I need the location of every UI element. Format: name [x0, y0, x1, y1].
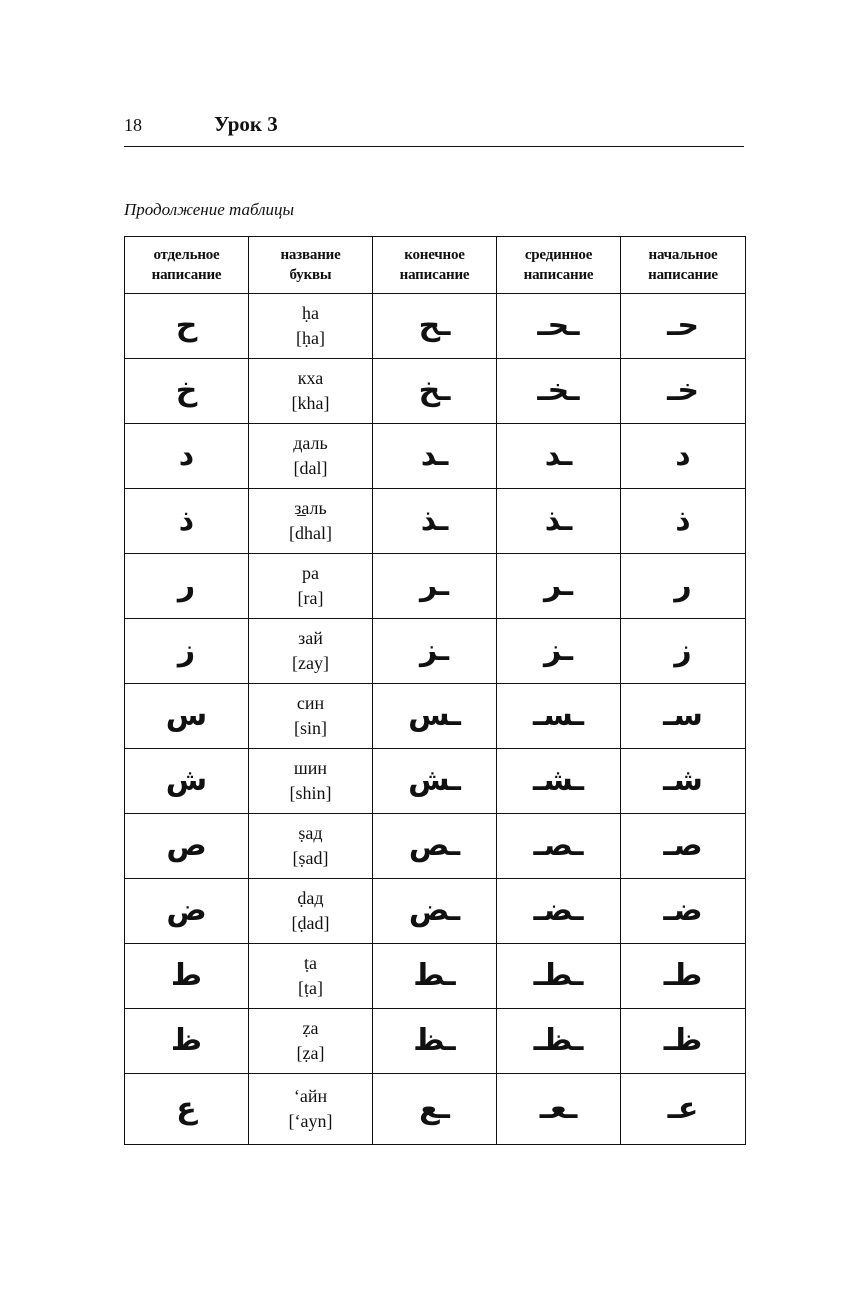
- initial-form: شـ: [621, 749, 746, 814]
- isolated-form: ص: [125, 814, 249, 879]
- medial-form: ـصـ: [497, 814, 621, 879]
- letter-transliteration: [‘ayn]: [288, 1111, 333, 1131]
- medial-form: ـظـ: [497, 1009, 621, 1074]
- letter-transliteration: [ẓa]: [296, 1043, 325, 1063]
- medial-form: ـز: [497, 619, 621, 684]
- table-row: [125, 489, 746, 554]
- medial-form: ـد: [497, 424, 621, 489]
- final-form: ـد: [373, 424, 497, 489]
- table-row: [125, 619, 746, 684]
- letter-name-cell: [249, 1009, 373, 1074]
- initial-form: ز: [621, 619, 746, 684]
- table-row: [125, 944, 746, 1009]
- page-number: 18: [124, 115, 142, 135]
- initial-form: سـ: [621, 684, 746, 749]
- letter-name-cell: [249, 749, 373, 814]
- column-header-line: начальное: [648, 247, 718, 263]
- column-header-line: конечное: [404, 247, 465, 263]
- final-form: ـذ: [373, 489, 497, 554]
- letter-name-cell: [249, 879, 373, 944]
- medial-form: ـضـ: [497, 879, 621, 944]
- letter-transliteration: [kha]: [291, 393, 330, 413]
- letter-name: шин: [293, 758, 328, 778]
- letter-name-cell: [249, 814, 373, 879]
- letter-transliteration: [ḥa]: [296, 328, 325, 348]
- initial-form: طـ: [621, 944, 746, 1009]
- letter-name: з̲аль: [294, 498, 327, 518]
- letter-name-cell: [249, 619, 373, 684]
- final-form: ـع: [373, 1074, 497, 1145]
- isolated-form: د: [125, 424, 249, 489]
- isolated-form: س: [125, 684, 249, 749]
- final-form: ـخ: [373, 359, 497, 424]
- initial-form: ر: [621, 554, 746, 619]
- initial-form: خـ: [621, 359, 746, 424]
- letter-name-cell: [249, 424, 373, 489]
- letter-name: ра: [302, 563, 319, 583]
- isolated-form: ط: [125, 944, 249, 1009]
- column-header-medial: [497, 237, 621, 294]
- table-row: [125, 684, 746, 749]
- isolated-form: خ: [125, 359, 249, 424]
- column-header-line: написание: [648, 267, 718, 283]
- table-row: [125, 814, 746, 879]
- letter-transliteration: [dhal]: [289, 523, 332, 543]
- initial-form: صـ: [621, 814, 746, 879]
- column-header-line: срединное: [524, 247, 593, 263]
- final-form: ـط: [373, 944, 497, 1009]
- table-row: [125, 359, 746, 424]
- column-header-line: отдельное: [153, 247, 220, 263]
- letter-name: ṣад: [298, 823, 323, 843]
- final-form: ـح: [373, 294, 497, 359]
- letter-transliteration: [dal]: [293, 458, 328, 478]
- final-form: ـر: [373, 554, 497, 619]
- letter-name-cell: [249, 1074, 373, 1145]
- isolated-form: ذ: [125, 489, 249, 554]
- isolated-form: ع: [125, 1074, 249, 1145]
- initial-form: ضـ: [621, 879, 746, 944]
- letter-transliteration: [ra]: [297, 588, 324, 608]
- medial-form: ـر: [497, 554, 621, 619]
- table-row: [125, 1074, 746, 1145]
- letter-name: ḥa: [302, 303, 319, 323]
- column-header-final: [373, 237, 497, 294]
- letter-name: даль: [293, 433, 328, 453]
- letter-name: ṭa: [304, 953, 317, 973]
- column-header-line: написание: [151, 267, 222, 283]
- letter-name: ẓa: [302, 1018, 319, 1038]
- medial-form: ـذ: [497, 489, 621, 554]
- column-header-line: буквы: [289, 267, 332, 283]
- initial-form: ذ: [621, 489, 746, 554]
- isolated-form: ظ: [125, 1009, 249, 1074]
- table-row: [125, 879, 746, 944]
- arabic-letters-table: [124, 236, 746, 1145]
- letter-transliteration: [ḍad]: [291, 913, 330, 933]
- initial-form: ظـ: [621, 1009, 746, 1074]
- page-header: [124, 112, 744, 147]
- table-row: [125, 554, 746, 619]
- letter-name-cell: [249, 554, 373, 619]
- letter-name-cell: [249, 684, 373, 749]
- final-form: ـص: [373, 814, 497, 879]
- final-form: ـظ: [373, 1009, 497, 1074]
- initial-form: د: [621, 424, 746, 489]
- letter-name: син: [296, 693, 325, 713]
- table-caption: Продолжение таблицы: [124, 200, 295, 219]
- letter-name-cell: [249, 489, 373, 554]
- lesson-title: Урок 3: [214, 112, 278, 136]
- letter-name: кха: [297, 368, 324, 388]
- medial-form: ـسـ: [497, 684, 621, 749]
- letter-transliteration: [ṣad]: [292, 848, 329, 868]
- initial-form: عـ: [621, 1074, 746, 1145]
- isolated-form: ش: [125, 749, 249, 814]
- column-header-initial: [621, 237, 746, 294]
- medial-form: ـخـ: [497, 359, 621, 424]
- final-form: ـش: [373, 749, 497, 814]
- letter-name-cell: [249, 294, 373, 359]
- isolated-form: ز: [125, 619, 249, 684]
- table-row: [125, 294, 746, 359]
- final-form: ـز: [373, 619, 497, 684]
- letter-name: ḍад: [297, 888, 324, 908]
- letter-name-cell: [249, 944, 373, 1009]
- final-form: ـض: [373, 879, 497, 944]
- letter-transliteration: [shin]: [289, 783, 332, 803]
- table-header-row: [125, 237, 746, 294]
- table-row: [125, 749, 746, 814]
- medial-form: ـحـ: [497, 294, 621, 359]
- medial-form: ـشـ: [497, 749, 621, 814]
- letter-name-cell: [249, 359, 373, 424]
- final-form: ـس: [373, 684, 497, 749]
- column-header-line: название: [280, 247, 341, 263]
- isolated-form: ح: [125, 294, 249, 359]
- table-row: [125, 424, 746, 489]
- isolated-form: ض: [125, 879, 249, 944]
- column-header-isolated: [125, 237, 249, 294]
- table-row: [125, 1009, 746, 1074]
- isolated-form: ر: [125, 554, 249, 619]
- letter-transliteration: [ṭa]: [298, 978, 323, 998]
- letter-name: зай: [298, 628, 323, 648]
- column-header-line: написание: [523, 267, 594, 283]
- column-header-letter-name: [249, 237, 373, 294]
- medial-form: ـعـ: [497, 1074, 621, 1145]
- letter-name: ‘айн: [293, 1086, 328, 1106]
- column-header-line: написание: [399, 267, 470, 283]
- letter-transliteration: [zay]: [292, 653, 329, 673]
- initial-form: حـ: [621, 294, 746, 359]
- letter-transliteration: [sin]: [294, 718, 327, 738]
- medial-form: ـطـ: [497, 944, 621, 1009]
